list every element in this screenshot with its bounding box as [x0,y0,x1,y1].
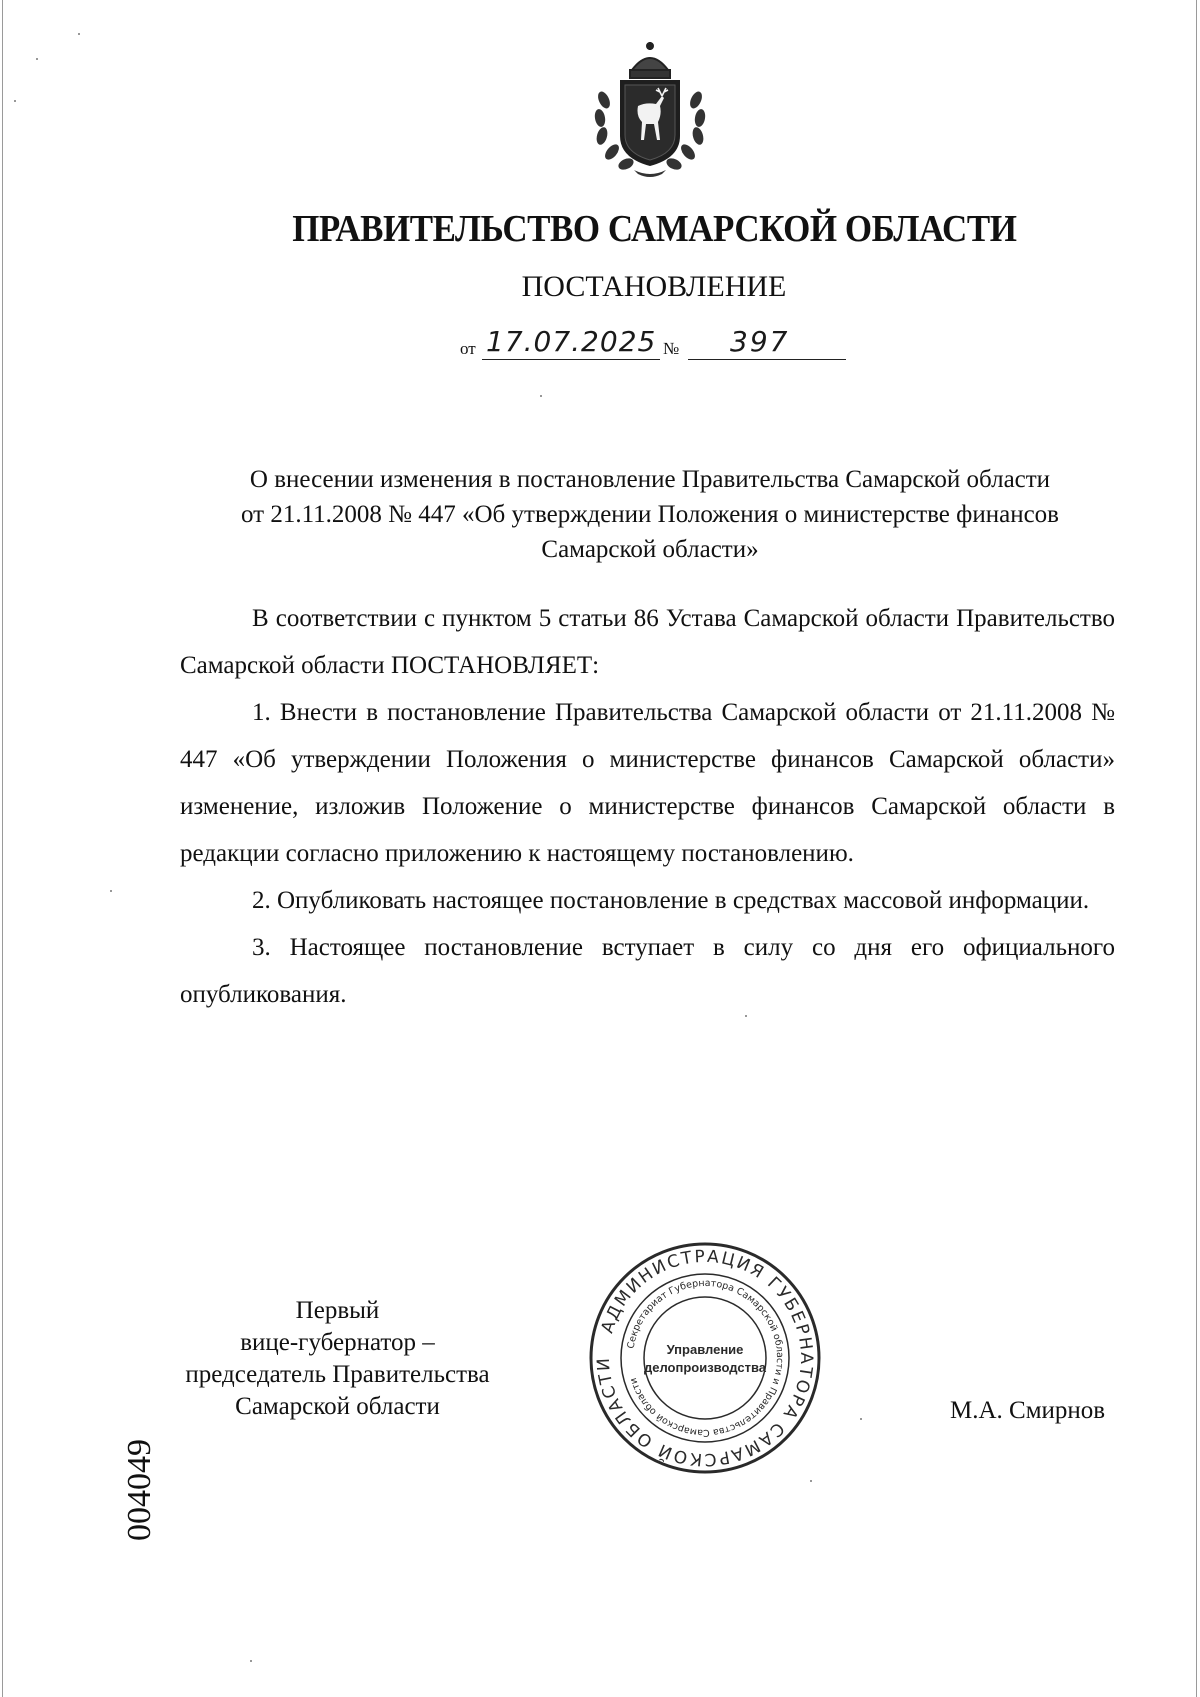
office-stamp [585,1238,825,1478]
scan-speck [78,33,80,35]
signer-position-line: вице-губернатор – [240,1329,435,1356]
stamp-outer-text: АДМИНИСТРАЦИЯ ГУБЕРНАТОРА САМАРСКОЙ ОБЛАСТИ [593,1246,817,1470]
stamp-inner-text: Секретариат Губернатора Самарской области и Правительства Самарской области [625,1277,786,1439]
scan-speck [540,395,542,397]
date-underline [482,359,660,360]
scan-speck [250,1660,252,1662]
scan-speck [14,100,16,102]
subject-line: от 21.11.2008 № 447 «Об утверждении Положения о министерстве финансов [240,501,1059,528]
stamp-center-line-2: делопроизводства [643,1360,767,1375]
subject-line: О внесении изменения в постановление Правительства Самарской области [249,466,1051,493]
document-type: ПОСТАНОВЛЕНИЕ [521,270,787,303]
scan-border-left [2,0,3,1697]
registration-number: 397 [730,325,790,358]
signer-name: М.А. Смирнов [950,1397,1106,1424]
samara-coat-of-arms-icon [590,40,710,178]
scan-speck [860,1418,862,1420]
signer-position-line: Первый [295,1297,380,1324]
signer-position-line: председатель Правительства [185,1361,490,1388]
item-paragraph-3: 3. Настоящее постановление вступает в силу со дня его официального опубликования. [180,934,1115,1008]
scan-speck [810,1480,812,1482]
scan-speck [36,58,38,60]
number-underline [688,359,846,360]
preamble-paragraph: В соответствии с пунктом 5 статьи 86 Устава Самарской области Правительство Самарской области ПОСТАНОВЛЯЕТ: [180,605,1115,679]
scan-speck [745,1015,747,1017]
item-paragraph-2: 2. Опубликовать настоящее постановление в средствах массовой информации. [252,887,1090,914]
registration-date: 17.07.2025 [486,325,657,358]
archive-number: 004049 [121,1439,158,1541]
subject-line: Самарской области» [541,536,759,563]
signer-position-line: Самарской области [235,1393,440,1420]
number-label: № [663,339,680,358]
scan-border-right [1196,0,1197,1697]
document-body [180,595,1115,1018]
stamp-center-line-1: Управление [666,1342,744,1357]
from-label: от [460,339,476,358]
scan-speck [110,890,112,892]
signer-position [140,1295,535,1423]
government-title: ПРАВИТЕЛЬСТВО САМАРСКОЙ ОБЛАСТИ [292,208,1017,250]
document-subject [180,462,1120,567]
item-paragraph-1: 1. Внести в постановление Правительства Самарской области от 21.11.2008 № 447 «Об утверждении Положения о министерстве финансов Самарской области» изменение, изложив Положение о министерстве финансов Самарской области в редакции согласно приложению к настоящему постановлению. [180,699,1115,867]
